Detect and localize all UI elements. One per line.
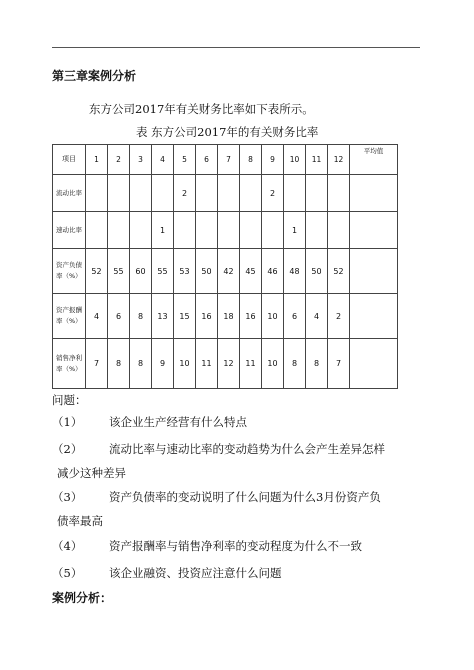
question-text: 资产负债率的变动说明了什么问题为什么3月份资产负 [109,490,381,504]
cell-value: 16 [240,294,262,339]
cell-average [350,175,398,212]
cell-value: 15 [174,294,196,339]
header-month: 10 [284,145,306,175]
cell-value [328,175,350,212]
cell-value: 4 [86,294,108,339]
cell-value [196,175,218,212]
header-month: 3 [130,145,152,175]
question-item [52,414,422,434]
cell-value: 2 [174,175,196,212]
header-rule [52,47,420,48]
cell-value: 45 [240,249,262,294]
cell-value: 8 [108,339,130,389]
table-header-row [53,145,398,175]
header-month: 7 [218,145,240,175]
question-number: （1） [52,415,83,429]
cell-value: 55 [108,249,130,294]
cell-value: 2 [328,294,350,339]
cell-value: 8 [130,339,152,389]
row-label: 速动比率 [53,212,86,249]
cell-value: 46 [262,249,284,294]
cell-value [130,212,152,249]
cell-value: 7 [86,339,108,389]
cell-value [218,175,240,212]
cell-value: 10 [262,294,284,339]
question-text: 资产报酬率与销售净利率的变动程度为什么不一致 [109,539,362,553]
cell-value [328,212,350,249]
question-number: （3） [52,490,83,504]
row-label: 资产报酬率（%） [53,294,86,339]
cell-value [262,212,284,249]
cell-value: 18 [218,294,240,339]
header-item: 项目 [53,145,86,175]
cell-value: 6 [108,294,130,339]
cell-value [108,212,130,249]
cell-value: 8 [130,294,152,339]
header-month: 1 [86,145,108,175]
cell-value: 2 [262,175,284,212]
cell-value: 11 [240,339,262,389]
cell-value: 16 [196,294,218,339]
cell-value [218,212,240,249]
header-month: 12 [328,145,350,175]
header-month: 4 [152,145,174,175]
table-row [53,249,398,294]
header-month: 11 [306,145,328,175]
table-row [53,339,398,389]
cell-value [240,212,262,249]
cell-value: 50 [196,249,218,294]
question-item [52,441,422,485]
cell-value [284,175,306,212]
cell-value [86,175,108,212]
row-label: 资产负债率（%） [53,249,86,294]
question-item [52,565,422,585]
cell-value: 13 [152,294,174,339]
question-text-continued: 减少这种差异 [57,466,126,480]
question-text: 该企业融资、投资应注意什么问题 [109,566,282,580]
questions-title: 问题： [52,393,87,407]
cell-value: 1 [284,212,306,249]
question-item [52,489,422,533]
header-month: 8 [240,145,262,175]
cell-value: 6 [284,294,306,339]
cell-value: 12 [218,339,240,389]
question-item [52,538,422,558]
cell-value [240,175,262,212]
cell-value: 8 [284,339,306,389]
table-row [53,212,398,249]
cell-value: 4 [306,294,328,339]
cell-value [86,212,108,249]
cell-value: 10 [262,339,284,389]
question-text: 该企业生产经营有什么特点 [109,415,247,429]
header-month: 2 [108,145,130,175]
cell-value [108,175,130,212]
question-text: 流动比率与速动比率的变动趋势为什么会产生差异怎样 [109,442,385,456]
cell-value: 52 [86,249,108,294]
question-number: （2） [52,442,83,456]
chapter-title: 第三章案例分析 [52,69,137,83]
cell-value: 60 [130,249,152,294]
cell-value: 1 [152,212,174,249]
cell-value: 55 [152,249,174,294]
cell-value: 8 [306,339,328,389]
cell-value [152,175,174,212]
cell-value: 53 [174,249,196,294]
cell-value: 10 [174,339,196,389]
table-caption: 表 东方公司2017年的有关财务比率 [136,125,319,139]
cell-average [350,294,398,339]
header-average: 平均值 [350,145,398,175]
question-text-continued: 债率最高 [57,514,103,528]
cell-value [306,175,328,212]
analysis-title: 案例分析： [52,591,113,605]
intro-text: 东方公司2017年有关财务比率如下表所示。 [89,102,314,116]
cell-average [350,212,398,249]
question-number: （4） [52,539,83,553]
question-number: （5） [52,566,83,580]
cell-value: 9 [152,339,174,389]
cell-average [350,339,398,389]
cell-value [196,212,218,249]
financial-ratio-table [52,144,398,389]
cell-average [350,249,398,294]
header-month: 6 [196,145,218,175]
header-month: 9 [262,145,284,175]
table-row [53,175,398,212]
cell-value [306,212,328,249]
cell-value: 52 [328,249,350,294]
cell-value: 50 [306,249,328,294]
cell-value [130,175,152,212]
table-row [53,294,398,339]
row-label: 销售净利率（%） [53,339,86,389]
row-label: 流动比率 [53,175,86,212]
cell-value: 11 [196,339,218,389]
cell-value: 7 [328,339,350,389]
cell-value: 42 [218,249,240,294]
header-month: 5 [174,145,196,175]
cell-value: 48 [284,249,306,294]
cell-value [174,212,196,249]
